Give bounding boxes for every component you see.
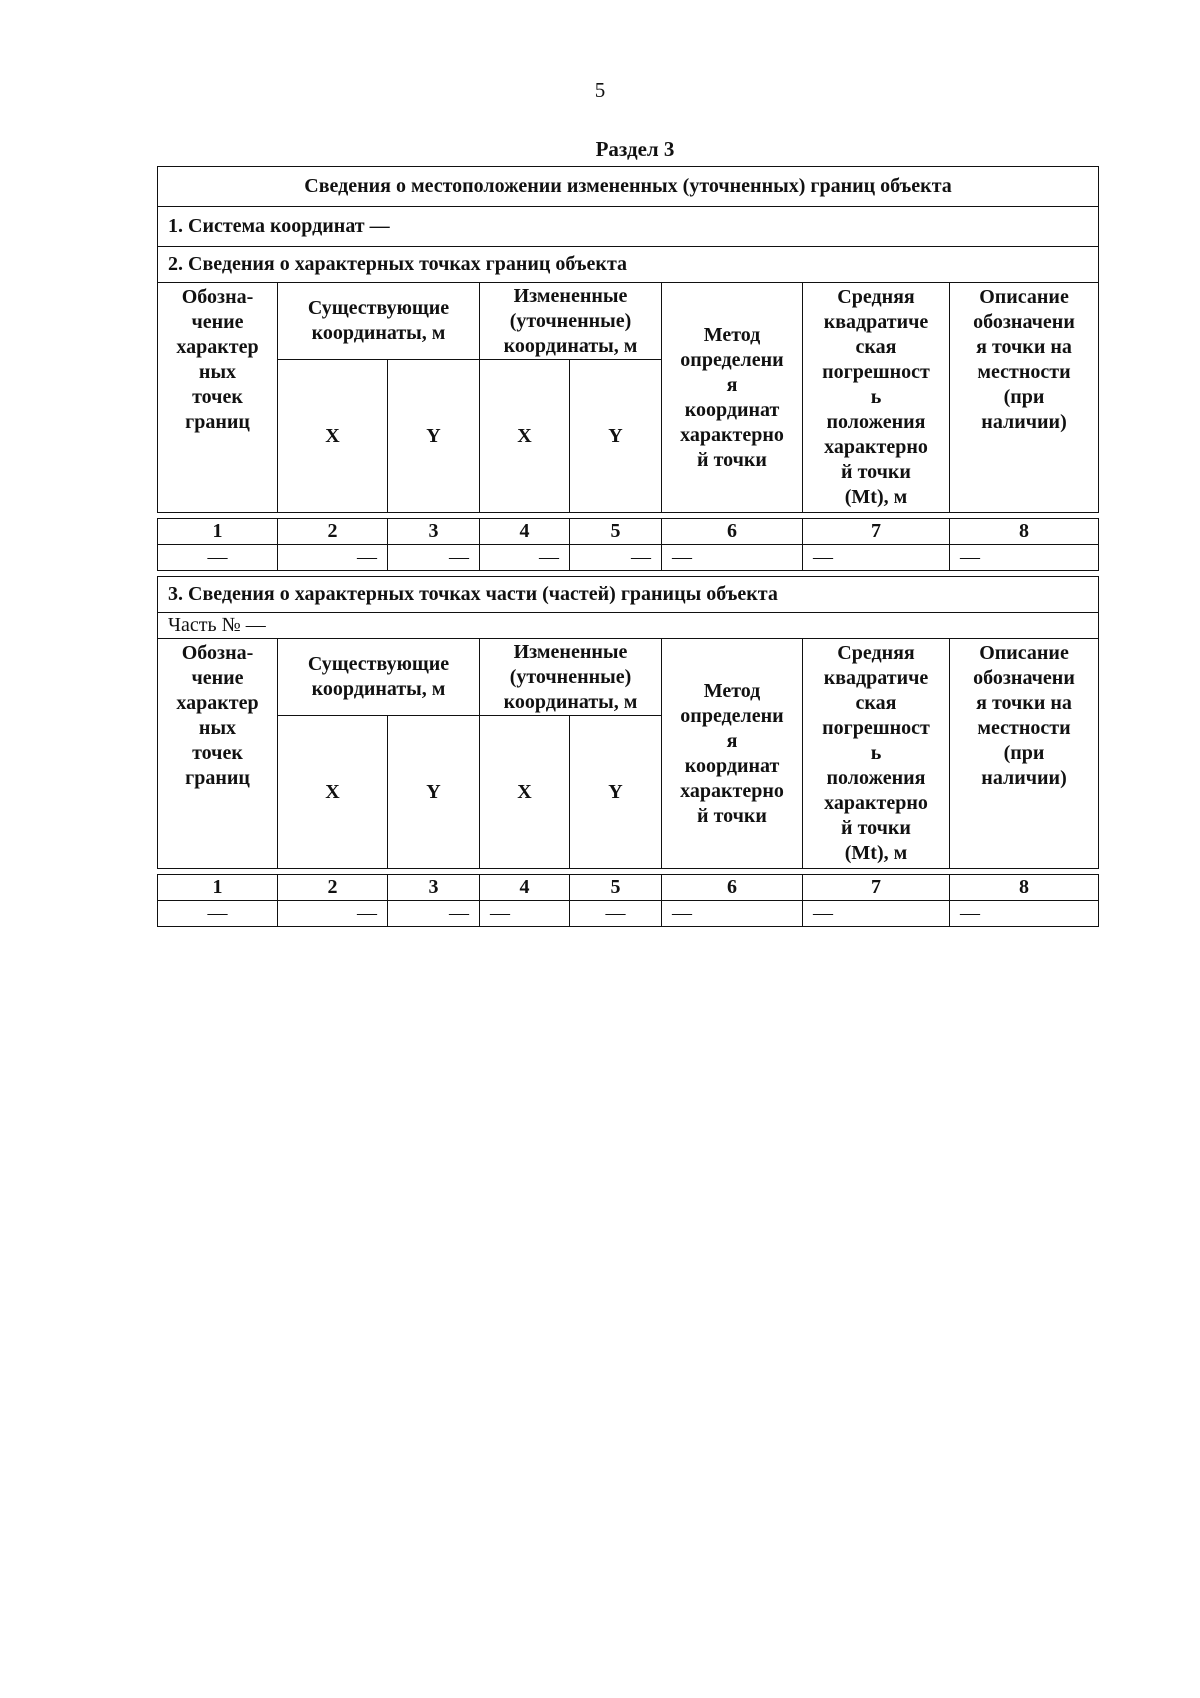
block2-title-row (158, 247, 1099, 283)
table-row (158, 545, 1099, 571)
header-changed-coordinates: Измененные (уточненные) координаты, м (480, 283, 662, 360)
column-number: 3 (388, 875, 480, 901)
cell-dash: — (480, 545, 570, 571)
header-changed-x: X (480, 716, 570, 869)
cell-dash: — (570, 901, 662, 927)
cell-dash: — (662, 545, 803, 571)
table-row (158, 901, 1099, 927)
header-point-designation: Обозна- чение характер ных точек границ (158, 283, 278, 513)
block3-title: 3. Сведения о характерных точках части (частей) границы объекта (158, 577, 1099, 613)
cell-dash: — (278, 545, 388, 571)
cell-dash: — (662, 901, 803, 927)
column-number: 1 (158, 875, 278, 901)
cell-dash: — (158, 545, 278, 571)
cell-dash: — (950, 901, 1099, 927)
column-number: 5 (570, 519, 662, 545)
header-method: Метод определени я координат характерно й точки (662, 283, 803, 513)
cell-dash: — (803, 901, 950, 927)
column-number: 2 (278, 519, 388, 545)
cell-dash: — (278, 901, 388, 927)
header-accuracy: Средняя квадратиче ская погрешност ь положения характерно й точки (Mt), м (803, 283, 950, 513)
header-existing-y: Y (388, 716, 480, 869)
cell-dash: — (950, 545, 1099, 571)
column-number-row (158, 875, 1099, 901)
header-row-1 (158, 283, 1099, 360)
section-title: Раздел 3 (595, 137, 675, 161)
column-number: 6 (662, 875, 803, 901)
column-number: 7 (803, 519, 950, 545)
block3-title-row (158, 577, 1099, 613)
column-number: 2 (278, 875, 388, 901)
header-existing-coordinates: Существующие координаты, м (278, 283, 480, 360)
header-point-designation: Обозна- чение характер ных точек границ (158, 639, 278, 869)
cell-dash: — (388, 545, 480, 571)
header-existing-x: X (278, 360, 388, 513)
column-number: 8 (950, 875, 1099, 901)
column-number-row (158, 519, 1099, 545)
column-number: 8 (950, 519, 1099, 545)
column-number: 4 (480, 875, 570, 901)
part-label-row (158, 613, 1099, 639)
cell-dash: — (803, 545, 950, 571)
page-number: 5 (594, 78, 606, 102)
cell-dash: — (388, 901, 480, 927)
header-description: Описание обозначени я точки на местности (при наличии) (950, 283, 1099, 513)
column-number: 6 (662, 519, 803, 545)
coord-system: 1. Система координат — (158, 207, 1099, 247)
cell-dash: — (158, 901, 278, 927)
main-title-row (158, 167, 1099, 207)
header-changed-coordinates: Измененные (уточненные) координаты, м (480, 639, 662, 716)
part-label: Часть № — (158, 613, 1099, 639)
header-method: Метод определени я координат характерно й точки (662, 639, 803, 869)
header-changed-y: Y (570, 716, 662, 869)
header-description: Описание обозначени я точки на местности (при наличии) (950, 639, 1099, 869)
header-existing-coordinates: Существующие координаты, м (278, 639, 480, 716)
column-number: 4 (480, 519, 570, 545)
column-number: 5 (570, 875, 662, 901)
header-changed-y: Y (570, 360, 662, 513)
column-number: 3 (388, 519, 480, 545)
boundary-form (157, 166, 1098, 927)
header-accuracy: Средняя квадратиче ская погрешност ь положения характерно й точки (Mt), м (803, 639, 950, 869)
column-number: 7 (803, 875, 950, 901)
header-existing-y: Y (388, 360, 480, 513)
cell-dash: — (480, 901, 570, 927)
main-title: Сведения о местоположении измененных (уточненных) границ объекта (158, 167, 1099, 207)
coord-system-row (158, 207, 1099, 247)
column-number: 1 (158, 519, 278, 545)
header-row-1 (158, 639, 1099, 716)
header-existing-x: X (278, 716, 388, 869)
cell-dash: — (570, 545, 662, 571)
block2-title: 2. Сведения о характерных точках границ объекта (158, 247, 1099, 283)
header-changed-x: X (480, 360, 570, 513)
boundary-table (157, 166, 1099, 927)
